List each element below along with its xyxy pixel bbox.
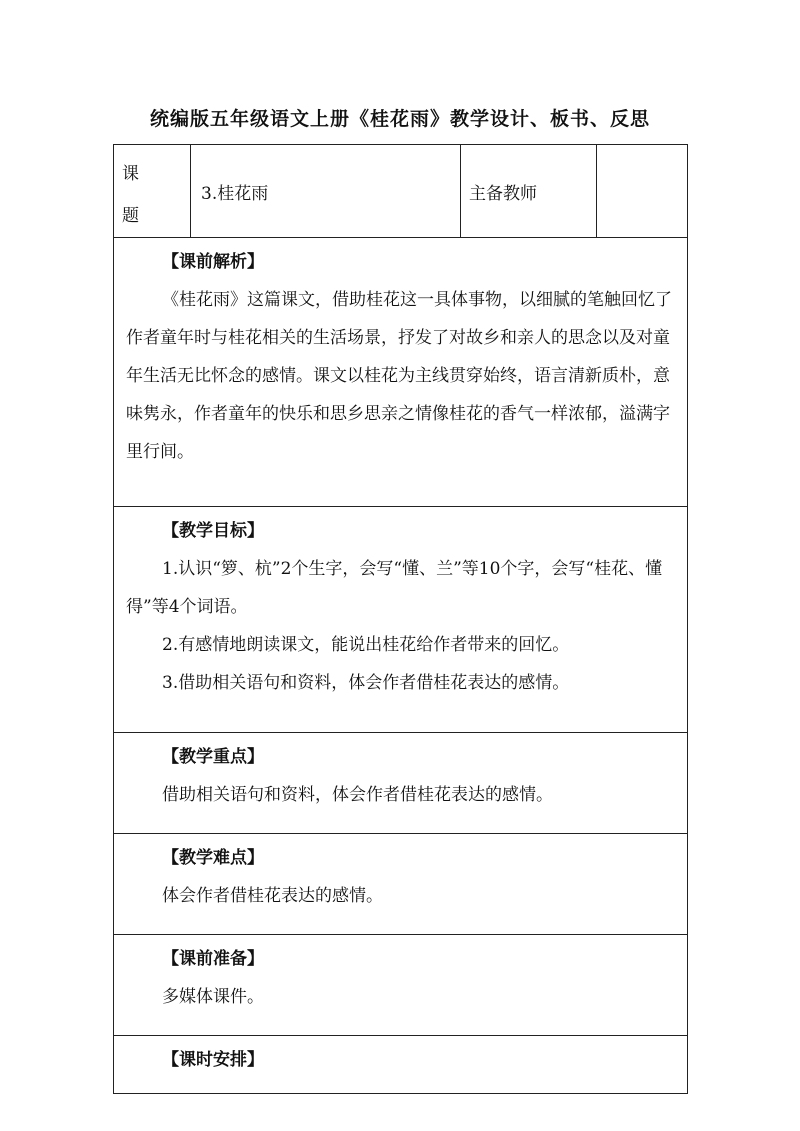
teacher-value-cell (597, 145, 688, 238)
subject-label-cell (114, 145, 191, 238)
lesson-plan-table (113, 144, 688, 1094)
goal-item: 2.有感情地朗读课文，能说出桂花给作者带来的回忆。 (162, 635, 570, 655)
key-points-heading: 【教学重点】 (162, 747, 264, 767)
subject-label-line2: 题 (122, 206, 139, 226)
preparation-section (114, 935, 688, 1036)
subject-value-cell (191, 145, 461, 238)
goal-item: 1.认识“箩、杭”2个生字，会写“懂、兰”等10个字，会写“桂花、懂得”等4个词语。 (126, 559, 663, 617)
difficulties-section (114, 834, 688, 935)
analysis-row (114, 238, 688, 507)
difficulties-row (114, 834, 688, 935)
subject-value: 3.桂花雨 (201, 183, 269, 204)
analysis-heading: 【课前解析】 (162, 252, 264, 272)
goals-heading: 【教学目标】 (162, 521, 264, 541)
schedule-heading: 【课时安排】 (162, 1050, 264, 1070)
key-points-row (114, 733, 688, 834)
preparation-text: 多媒体课件。 (162, 987, 264, 1007)
header-row (114, 145, 688, 238)
document-title: 统编版五年级语文上册《桂花雨》教学设计、板书、反思 (149, 108, 650, 130)
analysis-text: 《桂花雨》这篇课文，借助桂花这一具体事物，以细腻的笔触回忆了作者童年时与桂花相关的生活场景，抒发了对故乡和亲人的思念以及对童年生活无比怀念的感情。课文以桂花为主线贯穿始终，语言清新质朴，意味隽永，作者童年的快乐和思乡思亲之情像桂花的香气一样浓郁，溢满字里行间。 (126, 290, 672, 462)
difficulties-text: 体会作者借桂花表达的感情。 (162, 886, 383, 906)
schedule-section (114, 1036, 688, 1094)
teacher-label-cell (461, 145, 597, 238)
analysis-section (114, 238, 688, 507)
key-points-section (114, 733, 688, 834)
key-points-text: 借助相关语句和资料，体会作者借桂花表达的感情。 (162, 785, 553, 805)
preparation-row (114, 935, 688, 1036)
subject-label-line1: 课 (122, 164, 139, 184)
goals-row (114, 507, 688, 733)
goals-section (114, 507, 688, 733)
preparation-heading: 【课前准备】 (162, 949, 264, 969)
goal-item: 3.借助相关语句和资料，体会作者借桂花表达的感情。 (162, 673, 570, 693)
difficulties-heading: 【教学难点】 (162, 848, 264, 868)
teacher-label: 主备教师 (469, 183, 537, 204)
schedule-row (114, 1036, 688, 1094)
